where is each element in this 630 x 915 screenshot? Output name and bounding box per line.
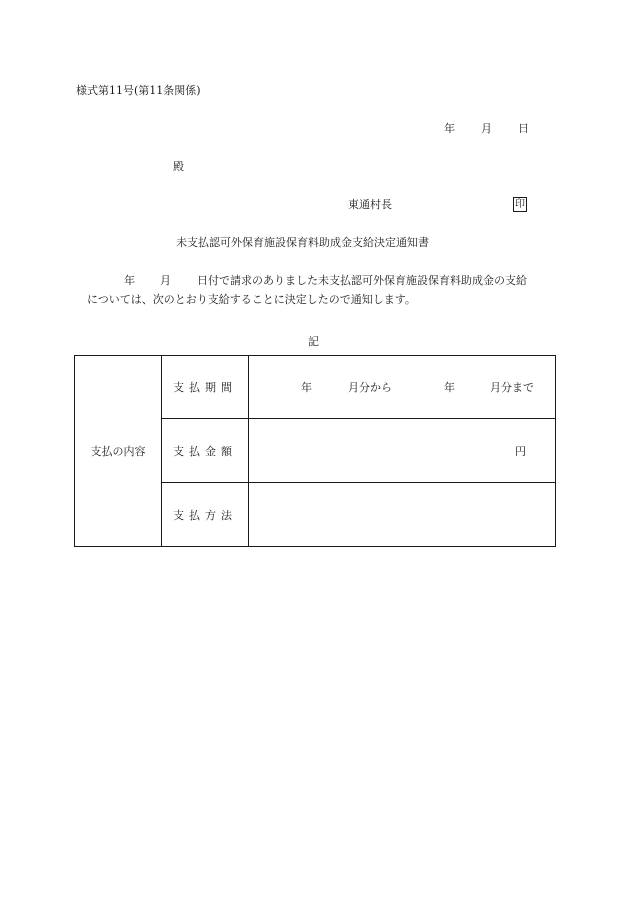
payment-method-field[interactable] [249,483,556,547]
row-header-payment-content: 支払の内容 [75,356,162,547]
period-to-year: 年 [444,381,455,394]
period-from-month: 月分から [348,381,392,394]
seal-mark: 印 [515,199,525,210]
addressee-honorific: 殿 [173,160,184,173]
payment-amount-field[interactable] [249,419,556,483]
body-month: 月 [160,274,171,287]
body-line-2: については、次のとおり支給することに決定したので通知します。 [87,293,416,306]
label-payment-method: 支払方法 [162,483,249,547]
form-number: 様式第11号(第11条関係) [76,84,201,97]
issuer-name: 東通村長 [348,198,392,211]
document-title: 未支払認可外保育施設保育料助成金支給決定通知書 [176,236,429,249]
payment-period-field[interactable] [249,356,556,419]
amount-unit: 円 [515,444,526,458]
date-month: 月 [481,122,492,135]
body-year: 年 [124,274,135,287]
period-from-year: 年 [301,381,312,394]
date-line [444,122,529,136]
body-line-1-text: 日付で請求のありました未支払認可外保育施設保育料助成金の支給 [197,274,527,287]
payment-table [74,355,556,547]
date-year: 年 [444,122,455,135]
body-line-1 [124,274,527,288]
label-payment-amount: 支払金額 [162,419,249,483]
date-day: 日 [518,122,529,135]
ki-heading: 記 [308,335,319,348]
period-to-month: 月分まで [490,381,534,394]
table-row [75,356,556,419]
label-payment-period: 支払期間 [162,356,249,419]
